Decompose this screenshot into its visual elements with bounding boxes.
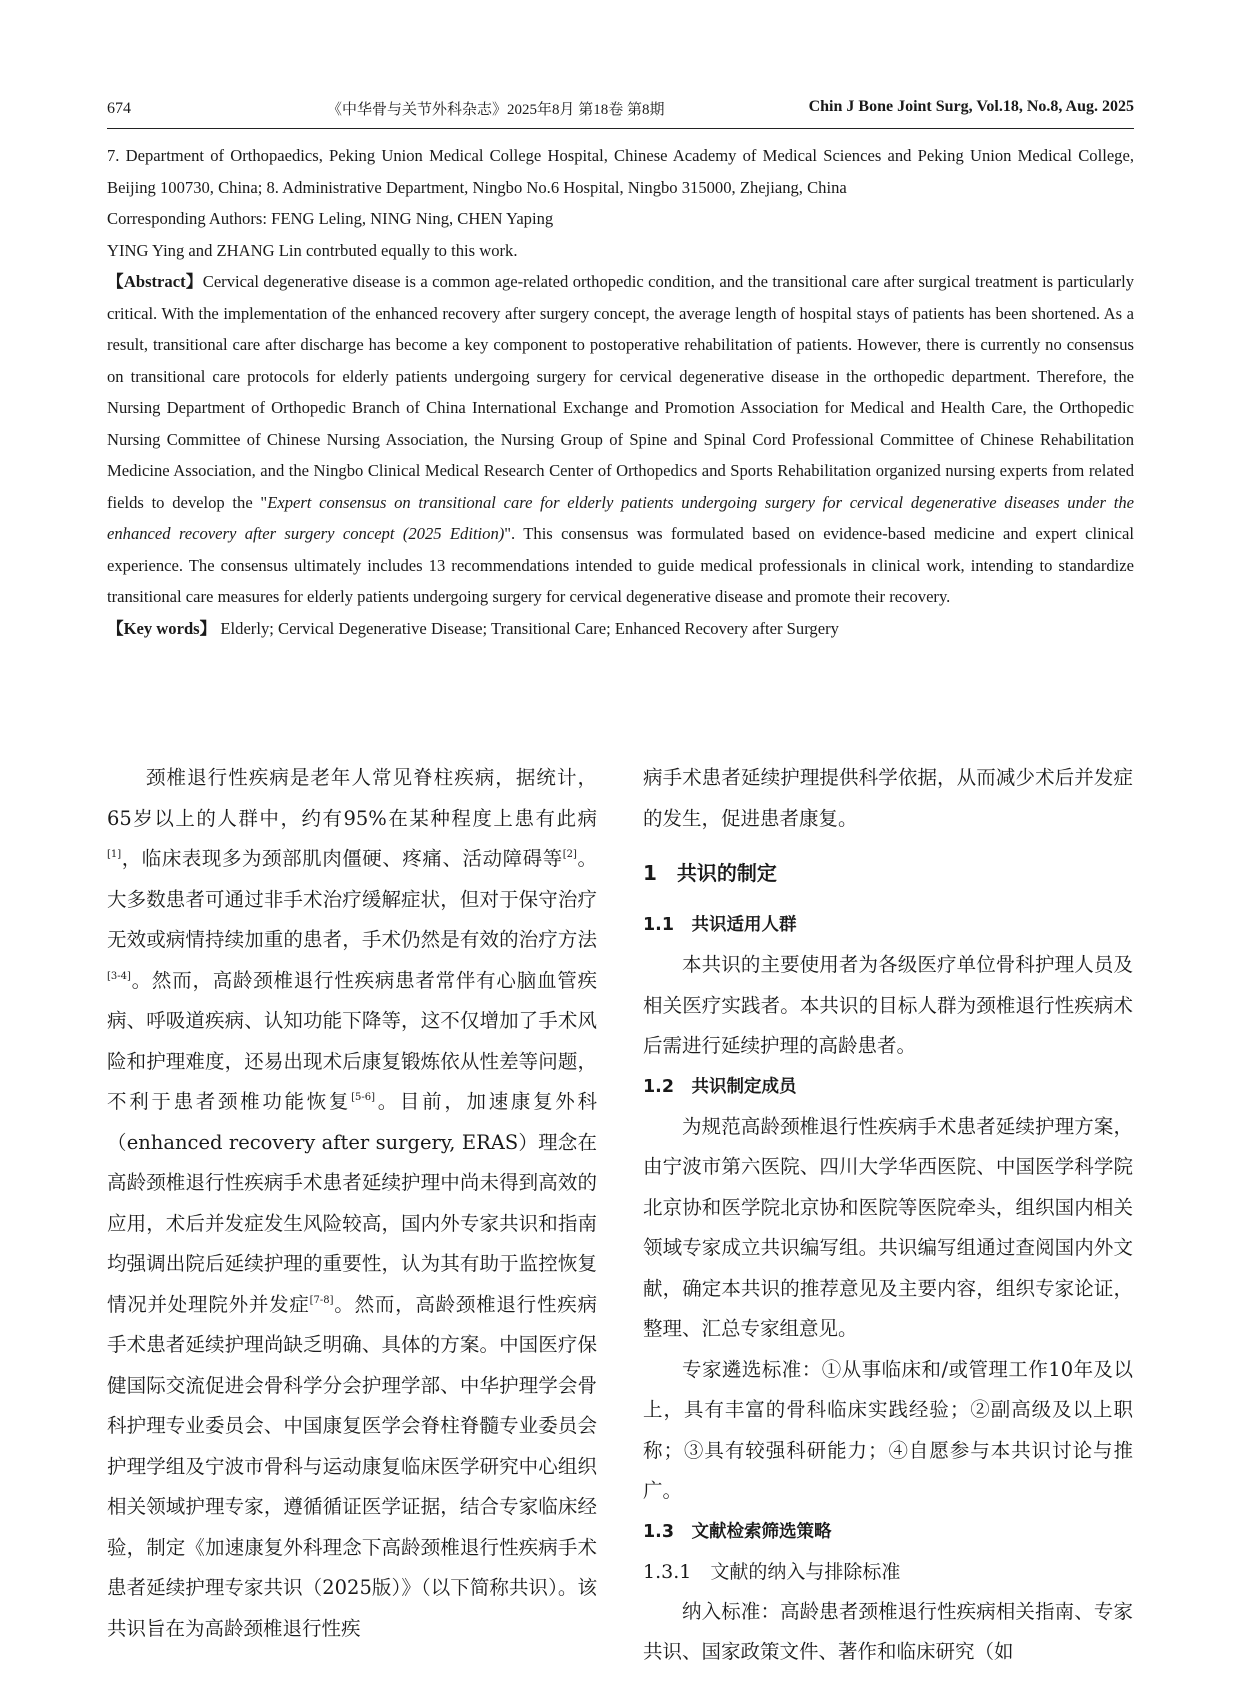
intro-continuation: 病手术患者延续护理提供科学依据，从而减少术后并发症的发生，促进患者康复。 xyxy=(643,766,1133,830)
intro-text-d: 。然而，高龄颈椎退行性疾病患者常伴有心脑血管疾病、呼吸道疾病、认知功能下降等，这不仅增加了手术风险和护理难度，还易出现术后康复锻炼依从性差等问题，不利于患者颈椎功能恢复 xyxy=(107,968,597,1113)
keywords xyxy=(107,613,1134,645)
intro-text-e: 。目前，加速康复外科（enhanced recovery after surgery, ERAS）理念在高龄颈椎退行性疾病手术患者延续护理中尚未得到高效的应用，术后并发症发生风险较高，国内外专家共识和指南均强调出院后延续护理的重要性，认为其有助于监控恢复情况并处理院外并发症 xyxy=(107,1090,597,1316)
citation-ref[interactable]: [3-4] xyxy=(107,970,131,982)
section-heading-1-3-1: 1.3.1 文献的纳入与排除标准 xyxy=(643,1560,901,1583)
paragraph-1-2b: 专家遴选标准：①从事临床和/或管理工作10年及以上，具有丰富的骨科临床实践经验；②副高级及以上职称；③具有较强科研能力；④自愿参与本共识讨论与推广。 xyxy=(643,1357,1133,1502)
intro-text-b: ，临床表现多为颈部肌肉僵硬、疼痛、活动障碍等 xyxy=(121,847,563,870)
english-front-matter xyxy=(107,140,1134,644)
intro-paragraph xyxy=(107,758,597,1649)
body-left-column xyxy=(107,758,597,1649)
abstract-text-2: ". This consensus was formulated based on evidence-based medicine and expert clinical experience. The consensus ultimately includes 13 recommendations intended to guide medical professionals in clinical work, intending to standardize transitional care measures for elderly patients undergoing surgery for cervical degenerative disease and promote their recovery. xyxy=(107,524,1134,606)
affiliations: 7. Department of Orthopaedics, Peking Union Medical College Hospital, Chinese Academy of Medical Sciences and Peking Union Medical College, Beijing 100730, China; 8. Administrative Department, Ningbo No.6 Hospital, Ningbo 315000, Zhejiang, China xyxy=(107,146,1134,197)
citation-ref[interactable]: [5-6] xyxy=(351,1092,376,1103)
abstract-text-1: Cervical degenerative disease is a common age-related orthopedic condition, and the transitional care after surgical treatment is particularly critical. With the implementation of the enhanced recovery after surgery concept, the average length of hospital stays of patients has been shortened. As a result, transitional care after discharge has become a key component to postoperative rehabilitation of patients. However, there is currently no consensus on transitional care protocols for elderly patients undergoing surgery for cervical degenerative disease in the orthopedic department. Therefore, the Nursing Department of Orthopedic Branch of China International Exchange and Promotion Association for Medical and Health Care, the Orthopedic Nursing Committee of Chinese Nursing Association, the Nursing Group of Spine and Spinal Cord Professional Committee of Chinese Rehabilitation Medicine Association, and the Ningbo Clinical Medical Research Center of Orthopedics and Sports Rehabilitation organized nursing experts from related fields to develop the " xyxy=(107,272,1135,512)
journal-title-en: Chin J Bone Joint Surg, Vol.18, No.8, Aug. 2025 xyxy=(808,98,1134,115)
paragraph-1-2a: 为规范高龄颈椎退行性疾病手术患者延续护理方案，由宁波市第六医院、四川大学华西医院、中国医学科学院北京协和医学院北京协和医院等医院牵头，组织国内相关领域专家成立共识编写组。共识编写组通过查阅国内外文献，确定本共识的推荐意见及主要内容，组织专家论证，整理、汇总专家组意见。 xyxy=(643,1114,1133,1340)
page-number: 674 xyxy=(107,100,131,117)
section-heading-1: 1 共识的制定 xyxy=(643,861,777,885)
intro-text-a: 颈椎退行性疾病是老年人常见脊柱疾病，据统计，65岁以上的人群中，约有95%在某种程度上患有此病 xyxy=(107,766,597,830)
intro-text-c: 。大多数患者可通过非手术治疗缓解症状，但对于保守治疗无效或病情持续加重的患者，手术仍然是有效的治疗方法 xyxy=(107,847,597,951)
keywords-label: 【Key words】 xyxy=(107,618,217,638)
body-right-column xyxy=(643,758,1133,1673)
citation-ref[interactable]: [7-8] xyxy=(309,1294,334,1306)
paragraph-1-3-1: 纳入标准：高龄患者颈椎退行性疾病相关指南、专家共识、国家政策文件、著作和临床研究（如 xyxy=(643,1599,1133,1663)
journal-title-cn: 《中华骨与关节外科杂志》2025年8月 第18卷 第8期 xyxy=(327,102,665,118)
section-heading-1-1: 1.1 共识适用人群 xyxy=(643,915,797,935)
citation-ref[interactable]: [2] xyxy=(562,849,577,860)
citation-ref[interactable]: [1] xyxy=(107,849,122,860)
equal-contribution-note: YING Ying and ZHANG Lin contrbuted equally to this work. xyxy=(107,240,518,260)
abstract-consensus-title: Expert consensus on transitional care for elderly patients undergoing surgery for cervical degenerative diseases under the enhanced recovery after surgery concept (2025 Edition) xyxy=(107,492,1134,543)
abstract xyxy=(107,266,1134,613)
running-header xyxy=(107,96,1134,122)
section-heading-1-3: 1.3 文献检索筛选策略 xyxy=(643,1521,832,1542)
keywords-text: Elderly; Cervical Degenerative Disease; Transitional Care; Enhanced Recovery after Surgery xyxy=(216,618,839,638)
intro-text-f: 。然而，高龄颈椎退行性疾病手术患者延续护理尚缺乏明确、具体的方案。中国医疗保健国际交流促进会骨科学分会护理学部、中华护理学会骨科护理专业委员会、中国康复医学会脊柱脊髓专业委员会护理学组及宁波市骨科与运动康复临床医学研究中心组织相关领域护理专家，遵循循证医学证据，结合专家临床经验，制定《加速康复外科理念下高龄颈椎退行性疾病手术患者延续护理专家共识（2025版）》（以下简称共识）。该共识旨在为高龄颈椎退行性疾 xyxy=(107,1292,597,1640)
header-rule xyxy=(107,128,1134,129)
paragraph-1-1: 本共识的主要使用者为各级医疗单位骨科护理人员及相关医疗实践者。本共识的目标人群为颈椎退行性疾病术后需进行延续护理的高龄患者。 xyxy=(643,953,1133,1057)
section-heading-1-2: 1.2 共识制定成员 xyxy=(643,1076,797,1097)
corresponding-authors: Corresponding Authors: FENG Leling, NING Ning, CHEN Yaping xyxy=(107,209,554,228)
abstract-label: 【Abstract】 xyxy=(107,272,203,291)
